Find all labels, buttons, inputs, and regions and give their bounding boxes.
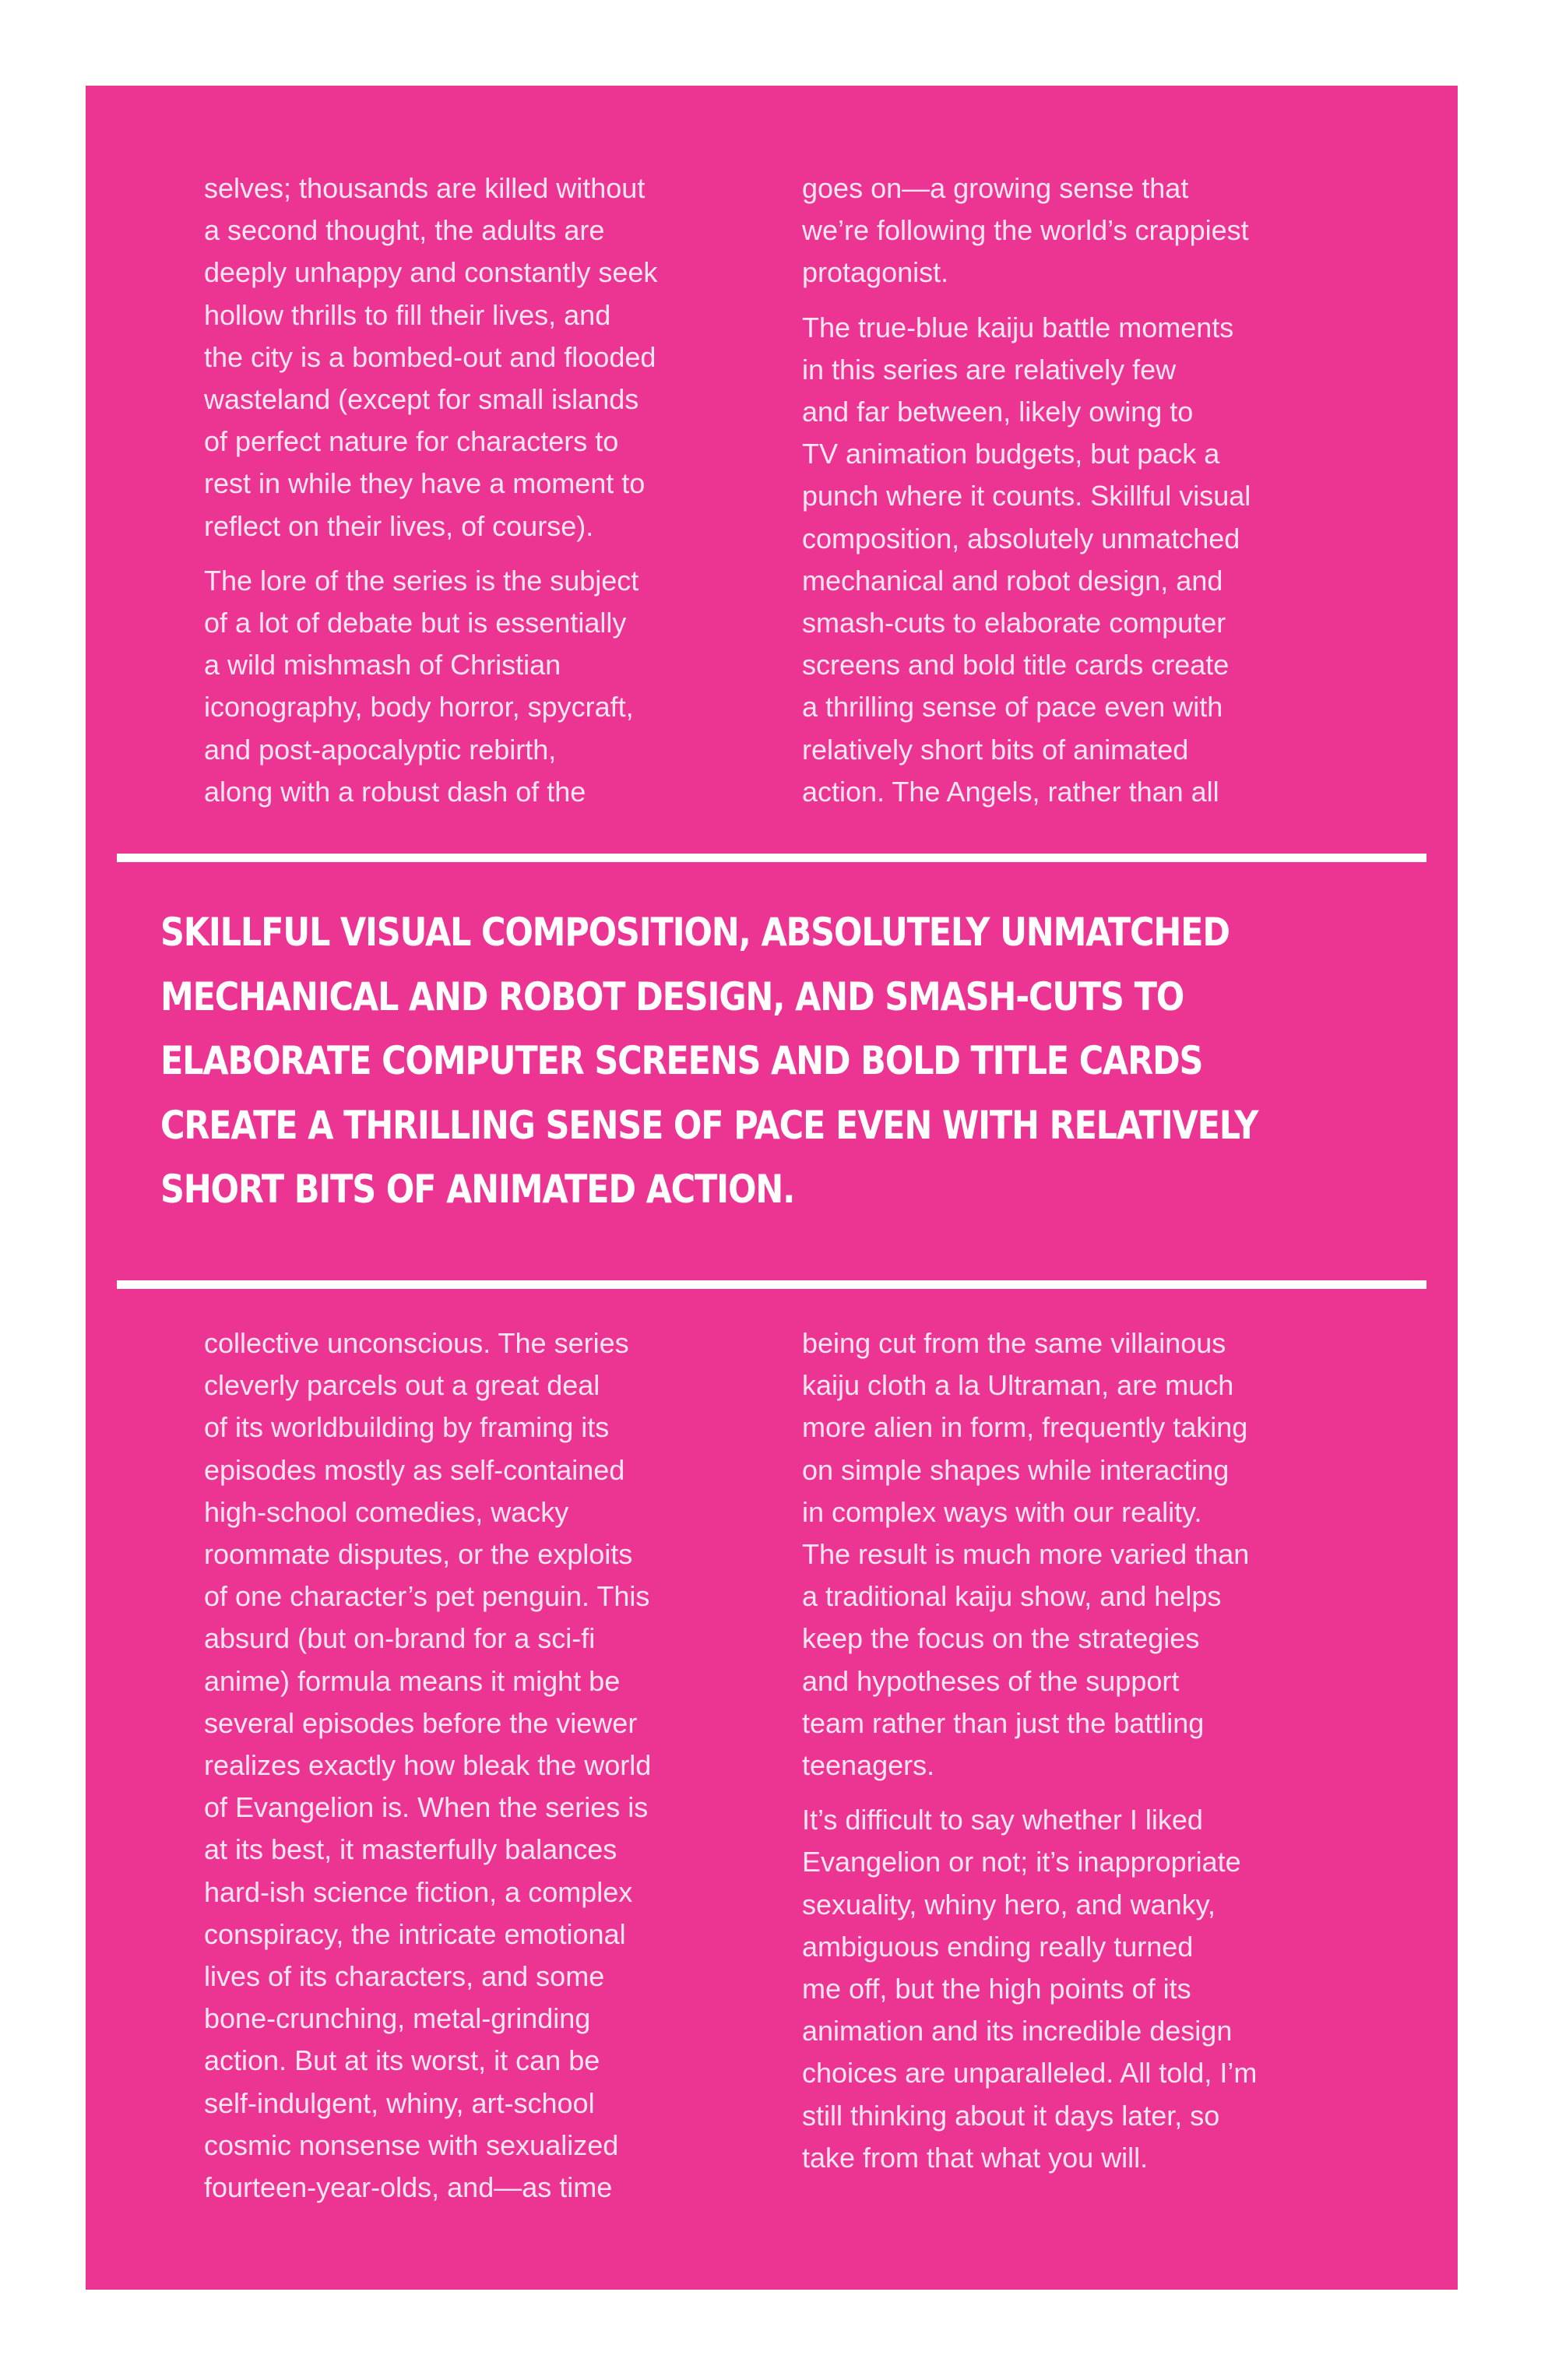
text-line: composition, absolutely unmatched (802, 522, 1240, 555)
text-line: high-school comedies, wacky (204, 1495, 569, 1528)
text-line: Evangelion or not; it’s inappropriate (802, 1846, 1241, 1878)
text-line: ambiguous ending really turned (802, 1930, 1194, 1963)
divider-rule-top (117, 854, 1427, 862)
paragraph (802, 307, 1363, 813)
text-line: cleverly parcels out a great deal (204, 1369, 600, 1402)
text-line: of a lot of debate but is essentially (204, 607, 627, 639)
text-line: being cut from the same villainous (802, 1327, 1226, 1359)
paragraph (204, 167, 765, 547)
text-line: a thrilling sense of pace even with (802, 691, 1223, 724)
text-line: screens and bold title cards create (802, 649, 1230, 681)
text-line: conspiracy, the intricate emotional (204, 1917, 626, 1950)
text-line: self-indulgent, whiny, art-school (204, 2086, 595, 2119)
text-line: a wild mishmash of Christian (204, 649, 561, 681)
text-line: in this series are relatively few (802, 353, 1177, 386)
paragraph (204, 560, 765, 813)
text-line: action. But at its worst, it can be (204, 2044, 600, 2077)
pull-quote-line: ELABORATE COMPUTER SCREENS AND BOLD TITLE CARDS (160, 1038, 1203, 1083)
text-line: in complex ways with our reality. (802, 1495, 1202, 1528)
text-line: take from that what you will. (802, 2141, 1149, 2174)
text-line: selves; thousands are killed without (204, 172, 646, 204)
text-line: several episodes before the viewer (204, 1706, 638, 1739)
text-line: lives of its characters, and some (204, 1960, 605, 1993)
text-line: anime) formula means it might be (204, 1664, 621, 1697)
text-line: of its worldbuilding by framing its (204, 1411, 610, 1444)
text-line: episodes mostly as self-contained (204, 1453, 625, 1486)
text-line: keep the focus on the strategies (802, 1622, 1200, 1655)
paragraph (802, 167, 1363, 294)
text-line: of perfect nature for characters to (204, 425, 619, 458)
text-line: cosmic nonsense with sexualized (204, 2128, 619, 2161)
text-line: along with a robust dash of the (204, 775, 586, 808)
text-line: the city is a bombed-out and flooded (204, 340, 656, 373)
text-line: sexuality, whiny hero, and wanky, (802, 1888, 1216, 1921)
text-line: relatively short bits of animated (802, 733, 1189, 766)
text-line: animation and its incredible design (802, 2015, 1233, 2047)
text-line: goes on—a growing sense that (802, 172, 1189, 204)
paragraph (802, 1322, 1363, 1787)
text-line: hollow thrills to fill their lives, and (204, 298, 611, 331)
text-line: me off, but the high points of its (802, 1973, 1191, 2005)
text-line: The true-blue kaiju battle moments (802, 311, 1234, 343)
text-line: collective unconscious. The series (204, 1327, 629, 1359)
text-column-bottom-right (802, 1322, 1363, 2192)
text-line: and far between, likely owing to (802, 396, 1194, 428)
text-line: a second thought, the adults are (204, 214, 605, 247)
text-line: a traditional kaiju show, and helps (802, 1580, 1222, 1613)
pull-quote (160, 900, 1258, 1222)
text-line: at its best, it masterfully balances (204, 1833, 617, 1866)
text-line: team rather than just the battling (802, 1706, 1205, 1739)
paragraph (802, 1799, 1363, 2179)
divider-rule-bottom (117, 1280, 1427, 1289)
text-line: rest in while they have a moment to (204, 467, 646, 500)
text-line: mechanical and robot design, and (802, 564, 1223, 597)
text-line: more alien in form, frequently taking (802, 1411, 1248, 1444)
text-line: reflect on their lives, of course). (204, 509, 594, 542)
text-line: of one character’s pet penguin. This (204, 1580, 650, 1613)
text-line: wasteland (except for small islands (204, 383, 639, 416)
text-line: The lore of the series is the subject (204, 564, 639, 597)
text-column-top-left (204, 167, 765, 826)
text-line: roommate disputes, or the exploits (204, 1538, 633, 1571)
pull-quote-line: SKILLFUL VISUAL COMPOSITION, ABSOLUTELY UNMATCHED (160, 910, 1230, 955)
article-panel (86, 86, 1458, 2290)
text-line: realizes exactly how bleak the world (204, 1749, 652, 1782)
text-line: teenagers. (802, 1749, 935, 1782)
text-line: still thinking about it days later, so (802, 2099, 1220, 2132)
text-line: of Evangelion is. When the series is (204, 1791, 649, 1824)
text-column-top-right (802, 167, 1363, 826)
text-line: It’s difficult to say whether I liked (802, 1804, 1203, 1836)
text-line: on simple shapes while interacting (802, 1453, 1230, 1486)
text-line: and hypotheses of the support (802, 1664, 1180, 1697)
paragraph (204, 1322, 765, 2209)
text-line: The result is much more varied than (802, 1538, 1250, 1571)
text-line: fourteen-year-olds, and—as time (204, 2171, 613, 2204)
text-line: kaiju cloth a la Ultraman, are much (802, 1369, 1234, 1402)
pull-quote-line: MECHANICAL AND ROBOT DESIGN, AND SMASH-CUTS TO (160, 973, 1184, 1019)
pull-quote-line: CREATE A THRILLING SENSE OF PACE EVEN WITH RELATIVELY (160, 1102, 1258, 1148)
text-line: we’re following the world’s crappiest (802, 214, 1249, 247)
text-line: punch where it counts. Skillful visual (802, 480, 1251, 512)
text-line: and post-apocalyptic rebirth, (204, 733, 557, 766)
text-line: iconography, body horror, spycraft, (204, 691, 634, 724)
text-line: TV animation budgets, but pack a (802, 438, 1220, 470)
text-line: deeply unhappy and constantly seek (204, 256, 658, 289)
text-line: absurd (but on-brand for a sci-fi (204, 1622, 596, 1655)
text-column-bottom-left (204, 1322, 765, 2221)
text-line: action. The Angels, rather than all (802, 775, 1219, 808)
text-line: smash-cuts to elaborate computer (802, 607, 1226, 639)
text-line: protagonist. (802, 256, 949, 289)
text-line: choices are unparalleled. All told, I’m (802, 2057, 1258, 2090)
text-line: hard-ish science fiction, a complex (204, 1875, 633, 1908)
pull-quote-line: SHORT BITS OF ANIMATED ACTION. (160, 1167, 795, 1212)
text-line: bone-crunching, metal-grinding (204, 2002, 591, 2035)
